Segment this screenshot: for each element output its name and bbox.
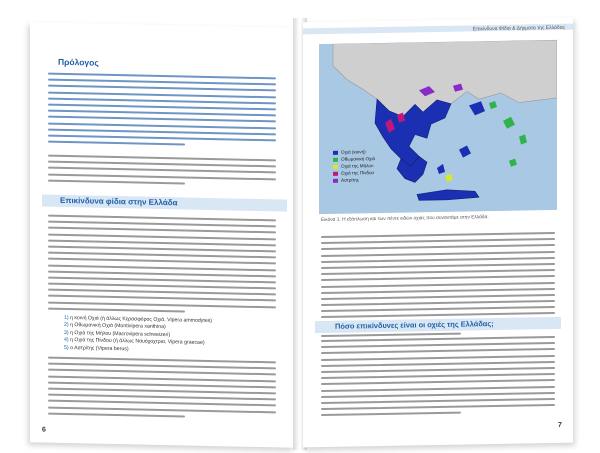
- snakes-heading: Επικίνδυνα φίδια στην Ελλάδα: [60, 195, 178, 208]
- list-item: 4) η Οχιά της Πίνδου (ή άλλως Ναυόχοχτρια, Vipera graecae): [64, 337, 205, 347]
- danger-body-text: [321, 336, 555, 421]
- prologue-text-blue: [48, 73, 276, 152]
- list-item: 5) ο Αστρίτης (Vipera berus): [64, 344, 129, 352]
- map-graphic: [319, 40, 557, 214]
- legend-swatch: [333, 179, 338, 183]
- species-list: [64, 315, 212, 355]
- greece-distribution-map: [319, 40, 557, 214]
- legend-item: Οχιά (κοινή): [333, 149, 375, 157]
- list-item: 1) η κοινή Οχιά (ή άλλως Κερασφόρος Οχιά, Vipera ammodytes): [64, 314, 213, 325]
- legend-item: Οχιά της Μήλου: [333, 163, 375, 171]
- closing-text: [48, 357, 276, 424]
- left-page: [30, 22, 295, 448]
- page-number-right: 7: [558, 421, 562, 429]
- page-number-left: 6: [42, 426, 46, 434]
- legend-swatch: [333, 151, 338, 155]
- running-title: Επικίνδυνα Φίδια & Δήγματα της Ελλάδας: [472, 24, 565, 33]
- snakes-section-band: [42, 194, 287, 211]
- legend-swatch: [333, 172, 338, 176]
- legend-swatch: [333, 165, 338, 169]
- legend-item: Οθωμανική Οχιά: [333, 156, 375, 164]
- prologue-heading: Πρόλογος: [58, 56, 99, 68]
- list-item: 3) η Οχιά της Μήλου (Macrovipera schweizeri): [64, 329, 171, 338]
- legend-item: Οχιά της Πίνδου: [333, 170, 375, 178]
- legend-item: Αστρίτης: [333, 177, 375, 185]
- snakes-body-text: [48, 215, 276, 319]
- right-page: [303, 18, 573, 448]
- danger-heading: Πόσο επικίνδυνες είναι οι οχιές της Ελλάδας;: [335, 319, 494, 331]
- legend-swatch: [333, 158, 338, 162]
- prologue-note: [48, 155, 276, 191]
- list-item: 2) η Οθωμανική Οχιά (Montivipera xanthina): [64, 322, 166, 331]
- map-caption: Εικόνα 1. Η εξάπλωση και των πέντε ειδών οχιάς που συναντάμε στην Ελλάδα.: [321, 215, 489, 224]
- map-legend: [333, 149, 375, 185]
